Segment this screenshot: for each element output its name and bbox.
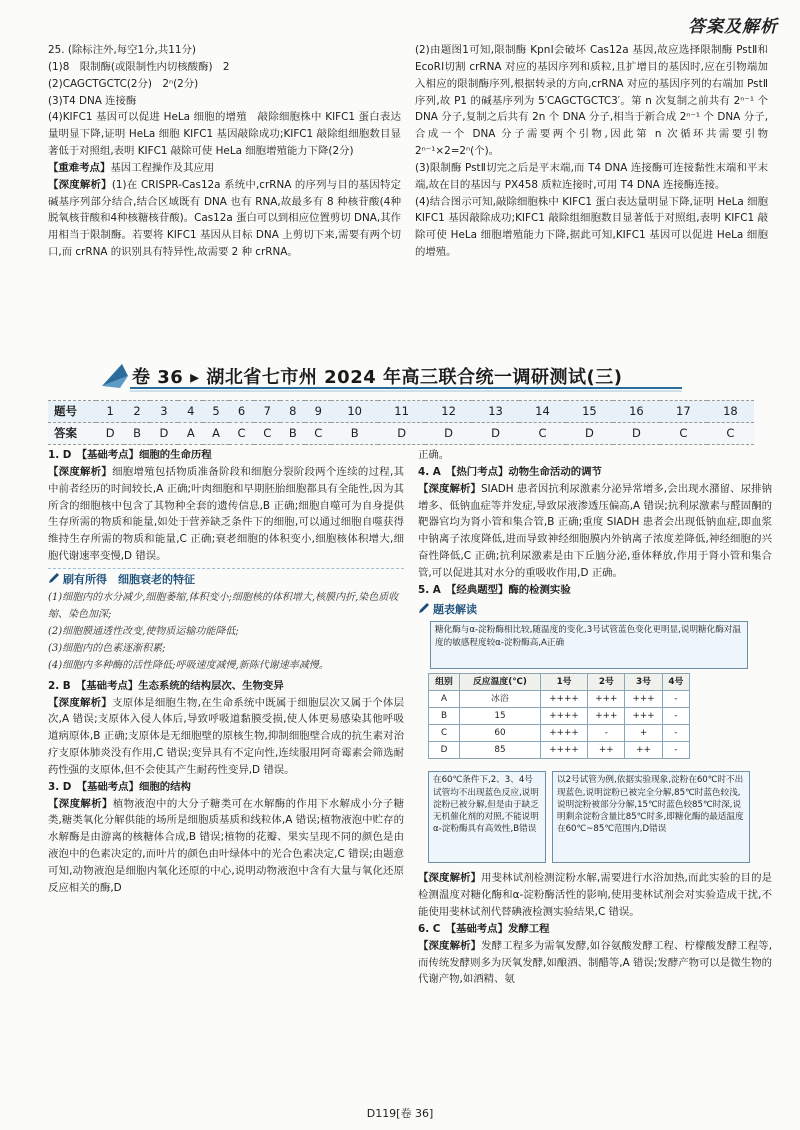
num-cell: 13: [472, 401, 519, 423]
cell: 冰浴: [460, 691, 541, 708]
answer-cell: D: [613, 423, 660, 445]
num-cell: 6: [229, 401, 255, 423]
answer-cell: C: [254, 423, 280, 445]
cell: +: [625, 725, 662, 742]
num-cell: 16: [613, 401, 660, 423]
num-cell: 5: [203, 401, 228, 423]
q25-line3: (2)CAGCTGCTC(2分) 2ⁿ(2分): [48, 77, 199, 90]
num-cell: 9: [305, 401, 331, 423]
num-cell: 7: [254, 401, 280, 423]
q25-line1: 25. (除标注外,每空1分,共11分): [48, 44, 196, 56]
cell: 85: [460, 742, 541, 759]
answer-number-row: [48, 401, 754, 423]
q3-heading: 3. D 【基础考点】细胞的结构: [48, 780, 191, 793]
cell: ++++: [540, 725, 587, 742]
answer-cell: A: [178, 423, 203, 445]
experiment-table: [428, 673, 690, 759]
key-tag: 【重难考点】: [48, 161, 111, 174]
answer-cell: D: [472, 423, 519, 445]
q3-text: 植物液泡中的大分子糖类可在水解酶的作用下水解成小分子糖类,糖类氧化分解供能的场所是细胞质基质和线粒体,A 错误;植物液泡中贮存的水解酶是由游离的核糖体合成,B 错误;植物的花瓣、果实呈现不同的颜色是由液泡中的色素决定的,而叶片的颜色由叶绿体中的光合色素决定,C 错误;由题意可知,动物液泡是细胞内氧化还原的中心,说明动物液泡中含有大量与氧化还原反应相关的酶,D: [48, 797, 405, 894]
answer-key-table: [48, 400, 754, 445]
deep-tag: 【深度解析】: [48, 178, 112, 191]
cell: +++: [625, 691, 662, 708]
q25-line4: (3)T4 DNA 连接酶: [48, 94, 137, 107]
answer-cell: D: [96, 423, 124, 445]
num-cell: 11: [378, 401, 425, 423]
row-label-answer: 答案: [48, 423, 96, 445]
num-cell: 8: [280, 401, 305, 423]
experiment-figure: [426, 621, 752, 866]
answer-cell: B: [331, 423, 378, 445]
q1-text: 细胞增殖包括物质准备阶段和细胞分裂阶段两个连续的过程,其中前者经历的时间较长,A 正确;叶肉细胞和早期胚胎细胞都具有全能性,因为其所含的细胞核中包含了其物种全套的遗传信息,B 正确;细胞自噬可为自身提供生存所需的物质和能量,如处于营养缺乏条件下的细胞,可以通过细胞自噬获得维持生存所需的物质和能量,C 正确;衰老细胞的体积变小,细胞核体积增大,细胞代谢速率变慢,D 错误。: [48, 465, 404, 563]
q5-analysis: [418, 870, 772, 921]
cell: +++: [588, 708, 625, 725]
q25-deep-analysis: [48, 177, 401, 261]
q1-note-box: [48, 568, 404, 674]
th: 3号: [625, 674, 662, 691]
num-cell: 3: [150, 401, 178, 423]
q6-tag: 【深度解析】: [418, 939, 482, 952]
q1-analysis: [48, 464, 404, 565]
cell: -: [662, 708, 689, 725]
q2-text: 支原体是细胞生物,在生命系统中既属于细胞层次又属于个体层次,A 错误;支原体入侵人体后,导致呼吸道黏膜受损,使人体更易感染其他呼吸道病原体,B 正确;支原体是无细胞壁的原核生物,抑制细胞壁合成的抗生素对治疗支原体肺炎没有作用,C 错误;变异具有不定向性,连续服用阿奇霉素会筛选耐药性强的支原体,但不会使其产生耐药性变异,D 错误。: [48, 696, 404, 776]
note-item: (2)细胞膜通透性改变,使物质运输功能降低;: [48, 625, 239, 637]
cell: +++: [588, 691, 625, 708]
q25-left-column: [48, 42, 401, 354]
answer-cell: A: [203, 423, 228, 445]
cell: -: [662, 725, 689, 742]
num-cell: 17: [660, 401, 707, 423]
answer-cell: D: [425, 423, 472, 445]
answer-cell: D: [378, 423, 425, 445]
callout-right: 以2号试管为例,依据实验现象,淀粉在60℃时不出现蓝色,说明淀粉已被完全分解,85℃时蓝色较浅,说明淀粉被部分分解,15℃时蓝色较85℃时深,说明剩余淀粉含量比85℃时多,即糖化酶的最适温度在60℃~85℃范围内,D错误: [552, 771, 750, 863]
key-text: 基因工程操作及其应用: [110, 161, 215, 174]
q25-section: [48, 42, 768, 354]
th: 1号: [540, 674, 587, 691]
th: 组别: [429, 674, 460, 691]
solutions-left-column: [48, 447, 404, 1102]
exam-title: 卷 36 ▸ 湖北省七市州 2024 年高三联合统一调研测试(三): [132, 367, 623, 388]
th: 反应温度(℃): [460, 674, 541, 691]
q6-analysis: [418, 938, 772, 989]
answer-cell: D: [150, 423, 178, 445]
note-item: (4)细胞内多种酶的活性降低;呼吸速度减慢,新陈代谢速率减慢。: [48, 659, 329, 671]
answer-cell: B: [280, 423, 305, 445]
answer-cell: C: [519, 423, 566, 445]
cell: 15: [460, 708, 541, 725]
answer-cell: C: [305, 423, 331, 445]
num-cell: 1: [96, 401, 124, 423]
q1-heading: 1. D 【基础考点】细胞的生命历程: [48, 449, 212, 461]
exam-banner: [98, 360, 690, 392]
q25-right-p3: (4)结合图示可知,敲除细胞株中 KIFC1 蛋白表达量明显下降,证明 HeLa 细胞 KIFC1 基因敲除成功;KIFC1 敲除组细胞数目显著低于对照组,表明 KIFC1 敲除可使 HeLa 细胞增殖能力下降,据此可知,KIFC1 基因可以促进 HeLa 细胞的增殖。: [415, 195, 768, 259]
q6-text: 发酵工程多为需氧发酵,如谷氨酸发酵工程、柠檬酸发酵工程等,而传统发酵则多为厌氧发酵,如酿酒、制醋等,A 错误;发酵产物可以是微生物的代谢产物,如酒精、氨: [418, 939, 772, 986]
cell: ++++: [540, 691, 587, 708]
q25-right-column: [415, 42, 768, 354]
q4-heading: 4. A 【热门考点】动物生命活动的调节: [418, 465, 602, 478]
q3-tag: 【深度解析】: [48, 797, 113, 810]
cell: +++: [625, 708, 662, 725]
answer-cell: C: [229, 423, 255, 445]
q4-analysis: [418, 481, 772, 582]
cell: ++++: [540, 708, 587, 725]
num-cell: 10: [331, 401, 378, 423]
cell: 60: [460, 725, 541, 742]
q25-right-p1: (2)由题图1可知,限制酶 KpnⅠ会破坏 Cas12a 基因,故应选择限制酶 PstⅡ和 EcoRⅠ切割 crRNA 对应的基因序列和质粒,且扩增目的基因时,应在引物端加入相应的限制酶序列,根据转录的方向,crRNA 对应的基因序列的右端加 PstⅡ序列,故 P1 的碱基序列为 5′CAGCTGCTC3′。第 n 次复制之前共有 2ⁿ⁻¹ 个 DNA 分子,复制之后共有 2n 个 DNA 分子,相当于新合成 2ⁿ⁻¹ 个 DNA 分子,合成一个 DNA 分子需要两个引物,因此第 n 次循环共需要引物 2ⁿ⁻¹×2=2ⁿ(个)。: [415, 44, 768, 158]
solutions-section: [48, 447, 772, 1102]
num-cell: 18: [707, 401, 754, 423]
table-row: [429, 742, 690, 759]
th: 4号: [662, 674, 689, 691]
cell: B: [429, 708, 460, 725]
pencil-icon: [48, 572, 60, 584]
q3-continued: 正确。: [418, 449, 450, 461]
q2-tag: 【深度解析】: [48, 696, 113, 709]
row-label-number: 题号: [48, 401, 96, 423]
q25-key-point: [48, 160, 401, 177]
cell: ++++: [540, 742, 587, 759]
num-cell: 15: [566, 401, 613, 423]
num-cell: 14: [519, 401, 566, 423]
q5-text: 用斐林试剂检测淀粉水解,需要进行水浴加热,而此实验的目的是检测温度对糖化酶和α-淀粉酶活性的影响,使用斐林试剂会对实验造成干扰,不能使用斐林试剂代替碘液检测实验结果,C 错误。: [418, 872, 772, 919]
pencil-icon: [418, 602, 430, 614]
cell: C: [429, 725, 460, 742]
q4-text: SIADH 患者因抗利尿激素分泌异常增多,会出现水潴留、尿排钠增多、低钠血症等并发症,导致尿液渗透压偏高,A 错误;抗利尿激素与醛固酮的靶器官均为肾小管和集合管,B 正确;重度 SIADH 患者会出现低钠血症,即血浆中钠离子浓度降低,进而导致神经细胞膜内外钠离子浓度差降低,神经细胞的兴奋性降低,C 正确;抗利尿激素是由下丘脑分泌,垂体释放,作用于肾小管和集合管,可以促进其对水分的重吸收作用,D 正确。: [418, 482, 773, 579]
num-cell: 2: [124, 401, 149, 423]
cell: ++: [588, 742, 625, 759]
page-footer: D119[卷 36]: [366, 1107, 434, 1120]
num-cell: 4: [178, 401, 203, 423]
table-row: [429, 691, 690, 708]
note-title-text: 刷有所得 细胞衰老的特征: [63, 572, 195, 586]
page-header-title: 答案及解析: [688, 17, 778, 37]
q25-line2: (1)8 限制酶(或限制性内切核酸酶) 2: [48, 60, 230, 73]
table-row: [429, 725, 690, 742]
q4-tag: 【深度解析】: [418, 482, 481, 495]
q2-analysis: [48, 695, 404, 779]
num-cell: 12: [425, 401, 472, 423]
answer-letter-row: [48, 423, 754, 445]
answer-cell: D: [566, 423, 613, 445]
answer-cell: B: [124, 423, 149, 445]
cell: A: [429, 691, 460, 708]
note-title: [48, 571, 404, 589]
note-item: (1)细胞内的水分减少,细胞萎缩,体积变小;细胞核的体积增大,核膜内折,染色质收缩、染色加深;: [48, 591, 399, 620]
deep-text: (1)在 CRISPR-Cas12a 系统中,crRNA 的序列与目的基因特定碱基序列部分结合,结合区域既有 DNA 也有 RNA,故最多有 8 种核苷酸(4种脱氧核苷酸和4种核糖核苷酸)。Cas12a 蛋白可以到相应位置剪切 DNA,其作用相当于限制酶。若要将 KIFC1 基因从目标 DNA 上剪切下来,需要有两个切口,而 crRNA 的识别具有特异性,故需要 2 种 crRNA。: [48, 178, 402, 259]
figure-title-text: 题表解读: [433, 602, 477, 616]
cell: D: [429, 742, 460, 759]
q6-heading: 6. C 【基础考点】发酵工程: [418, 922, 550, 935]
cell: -: [588, 725, 625, 742]
table-row: [429, 708, 690, 725]
q2-heading: 2. B 【基础考点】生态系统的结构层次、生物变异: [48, 679, 284, 692]
q25-right-p2: (3)限制酶 PstⅡ切完之后是平末端,而 T4 DNA 连接酶可连接黏性末端和平末端,故在目的基因与 PX458 质粒连接时,可用 T4 DNA 连接酶连接。: [415, 161, 768, 191]
q1-tag: 【深度解析】: [48, 465, 113, 478]
q3-analysis: [48, 796, 404, 897]
answer-cell: C: [707, 423, 754, 445]
experiment-table-head: [429, 674, 690, 691]
note-item: (3)细胞内的色素逐渐积累;: [48, 642, 166, 654]
callout-left: 在60℃条件下,2、3、4号试管均不出现蓝色反应,说明淀粉已被分解,但是由于缺乏无机催化剂的对照,不能说明α-淀粉酶具有高效性,B错误: [428, 771, 546, 863]
cell: -: [662, 691, 689, 708]
solutions-right-column: [418, 447, 772, 1102]
q5-heading: 5. A 【经典题型】酶的检测实验: [418, 583, 571, 596]
q5-tag: 【深度解析】: [418, 872, 482, 885]
answer-cell: C: [660, 423, 707, 445]
figure-title: [418, 601, 772, 619]
cell: ++: [625, 742, 662, 759]
th: 2号: [588, 674, 625, 691]
cell: -: [662, 742, 689, 759]
callout-top: 糖化酶与α-淀粉酶相比较,随温度的变化,3号试管蓝色变化更明显,说明糖化酶对温度的敏感程度较α-淀粉酶高,A正确: [430, 621, 748, 669]
q25-line5: (4)KIFC1 基因可以促进 HeLa 细胞的增殖 敲除细胞株中 KIFC1 蛋白表达量明显下降,证明 HeLa 细胞 KIFC1 基因敲除成功;KIFC1 敲除组细胞数目显著低于对照组,表明 KIFC1 敲除可使 HeLa 细胞增殖能力下降(2分): [48, 111, 401, 158]
